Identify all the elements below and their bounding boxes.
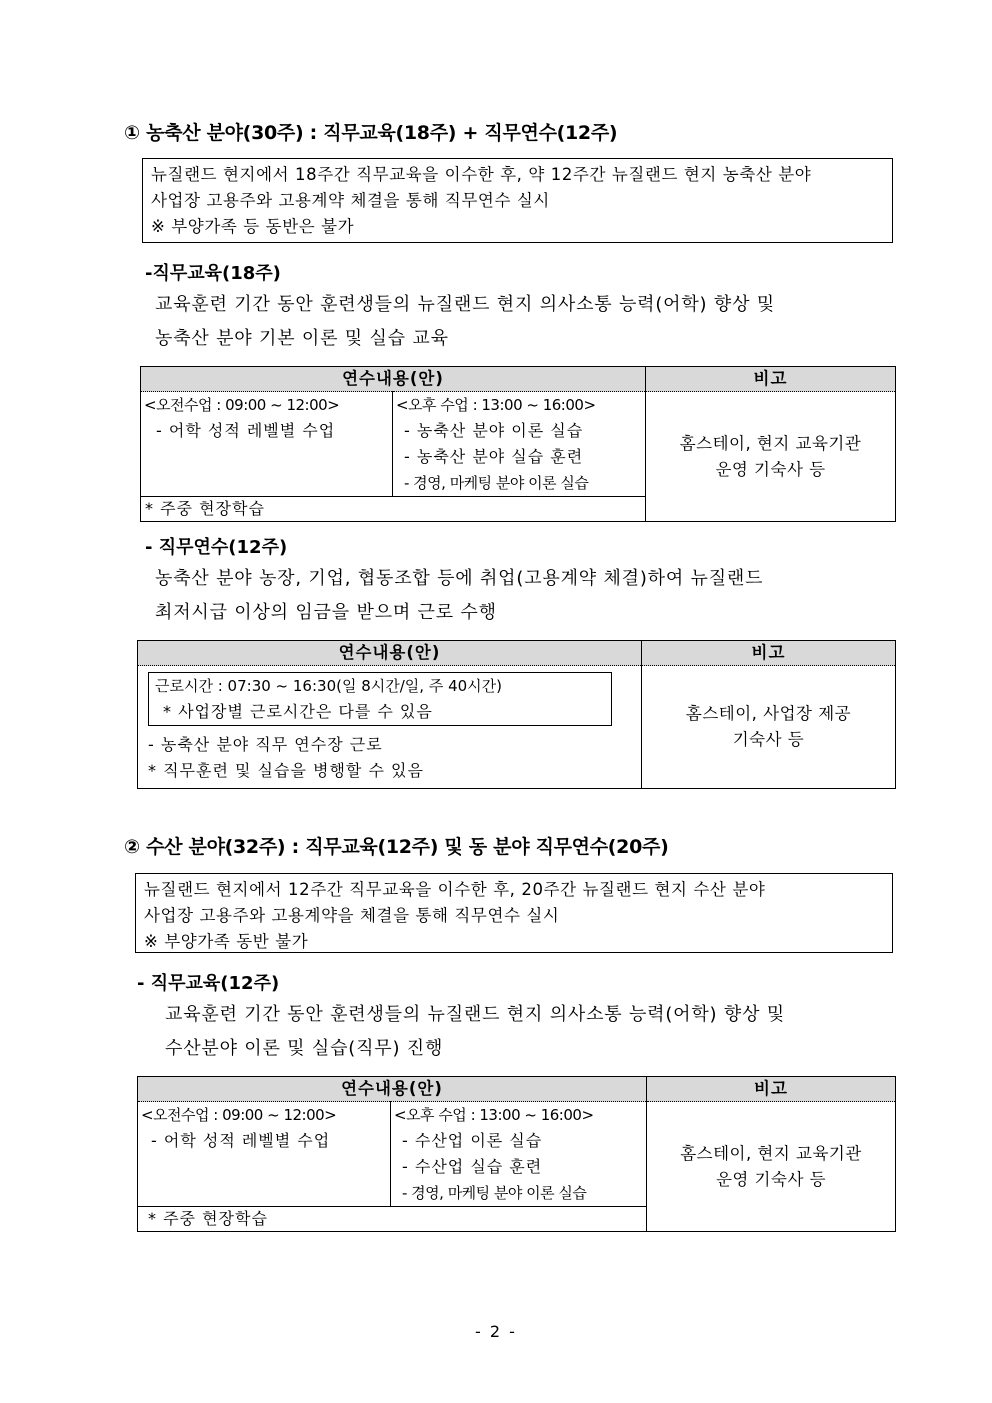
section2-edu-paragraph [165,998,785,1066]
work-hours-note: * 사업장별 근로시간은 다를 수 있음 [163,702,433,721]
afternoon-class-title: <오후 수업 : 13:00 ~ 16:00> [394,1106,594,1124]
morning-class-cell [141,392,393,497]
summary-line: 뉴질랜드 현지에서 12주간 직무교육을 이수한 후, 20주간 뉴질랜드 현지 수산 분야 [144,880,766,899]
section1-training-heading: - 직무연수(12주) [145,537,288,558]
afternoon-class-title: <오후 수업 : 13:00 ~ 16:00> [396,396,596,414]
afternoon-class-item: - 수산업 이론 실습 [402,1131,543,1150]
section1-edu-table [140,366,896,522]
paragraph-line: 교육훈련 기간 동안 훈련생들의 뉴질랜드 현지 의사소통 능력(어학) 향상 및 [155,294,775,315]
afternoon-class-item: - 경영, 마케팅 분야 이론 실습 [404,474,589,492]
summary-line: 사업장 고용주와 고용계약을 체결을 통해 직무연수 실시 [144,906,560,925]
morning-class-item: - 어학 성적 레벨별 수업 [151,1131,331,1150]
work-content-cell [138,666,642,789]
morning-class-title: <오전수업 : 09:00 ~ 12:00> [144,396,340,414]
section2-edu-table [137,1076,896,1232]
table-footer-note: * 주중 현장학습 [138,1207,647,1232]
afternoon-class-item: - 농축산 분야 이론 실습 [404,421,584,440]
table-header-content: 연수내용(안) [138,1077,647,1102]
table-header-content: 연수내용(안) [138,641,642,666]
work-hours-line: 근로시간 : 07:30 ~ 16:30(일 8시간/일, 주 40시간) [155,677,503,695]
table-header-note: 비고 [646,367,896,392]
summary-line: 뉴질랜드 현지에서 18주간 직무교육을 이수한 후, 약 12주간 뉴질랜드 현지 농축산 분야 [151,165,812,184]
afternoon-class-cell [393,392,646,497]
note-line: 기숙사 등 [732,730,805,749]
table-note-cell [642,666,896,789]
summary-line: ※ 부양가족 동반 불가 [144,932,309,951]
table-footer-note: * 주중 현장학습 [141,497,646,522]
work-item: * 직무훈련 및 실습을 병행할 수 있음 [148,761,424,780]
section2-edu-heading: - 직무교육(12주) [137,973,280,994]
afternoon-class-item: - 농축산 분야 실습 훈련 [404,447,584,466]
table-header-note: 비고 [647,1077,896,1102]
afternoon-class-item: - 수산업 실습 훈련 [402,1157,543,1176]
section1-edu-paragraph [155,288,775,356]
note-line: 홈스테이, 현지 교육기관 [679,433,862,453]
afternoon-class-cell [391,1102,647,1207]
afternoon-class-item: - 경영, 마케팅 분야 이론 실습 [402,1184,587,1202]
summary-line: 사업장 고용주와 고용계약 체결을 통해 직무연수 실시 [151,191,550,210]
morning-class-item: - 어학 성적 레벨별 수업 [156,421,336,440]
section2-summary-box [135,873,893,953]
morning-class-title: <오전수업 : 09:00 ~ 12:00> [141,1106,337,1124]
section2-title: ② 수산 분야(32주) : 직무교육(12주) 및 동 분야 직무연수(20주) [124,836,669,858]
paragraph-line: 수산분야 이론 및 실습(직무) 진행 [165,1038,444,1059]
section1-title: ① 농축산 분야(30주) : 직무교육(18주) + 직무연수(12주) [124,122,618,144]
paragraph-line: 교육훈련 기간 동안 훈련생들의 뉴질랜드 현지 의사소통 능력(어학) 향상 및 [165,1004,785,1025]
note-line: 운영 기숙사 등 [715,459,826,479]
note-line: 홈스테이, 현지 교육기관 [680,1143,862,1163]
summary-line: ※ 부양가족 등 동반은 불가 [151,217,355,236]
paragraph-line: 최저시급 이상의 임금을 받으며 근로 수행 [155,602,497,623]
table-note-cell [646,392,896,522]
section1-edu-heading: -직무교육(18주) [145,263,281,284]
note-line: 홈스테이, 사업장 제공 [685,704,852,723]
section1-training-paragraph [155,562,763,630]
page-number: - 2 - [475,1322,517,1341]
work-item: - 농축산 분야 직무 연수장 근로 [148,735,383,754]
work-hours-box [148,672,612,726]
paragraph-line: 농축산 분야 농장, 기업, 협동조합 등에 취업(고용계약 체결)하여 뉴질랜드 [155,568,764,589]
table-header-note: 비고 [642,641,896,666]
section1-summary-box [142,158,893,243]
morning-class-cell [138,1102,391,1207]
table-header-content: 연수내용(안) [141,367,646,392]
section1-training-table [137,640,896,789]
paragraph-line: 농축산 분야 기본 이론 및 실습 교육 [155,328,449,349]
note-line: 운영 기숙사 등 [715,1169,827,1189]
table-note-cell [647,1102,896,1232]
